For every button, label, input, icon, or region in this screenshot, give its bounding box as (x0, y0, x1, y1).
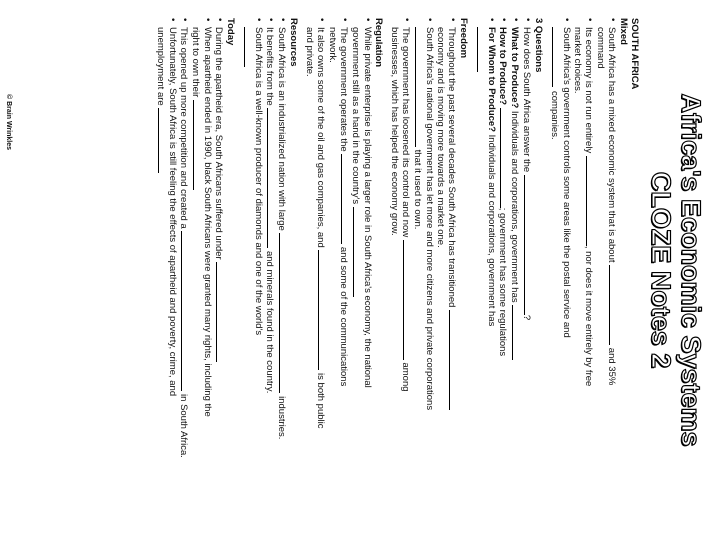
fill-blank[interactable] (449, 310, 458, 410)
note-text: network. (327, 27, 338, 63)
list-item (304, 18, 327, 522)
note-text: Individuals and corporations, government has (486, 134, 497, 327)
fill-blank[interactable] (477, 27, 486, 72)
note-text: among (400, 362, 411, 392)
list-item (155, 18, 178, 522)
copyright-notice: © Brain Wrinkles (5, 94, 12, 150)
note-text: While private enterprise is playing a larger role in South Africa's economy, the national (362, 27, 373, 388)
note-text: unemployment are (155, 27, 166, 106)
note-text: in South Africa. (178, 394, 189, 458)
note-text: South Africa is a well-known producer of diamonds and one of the world's (253, 27, 264, 336)
freedom-list (389, 18, 458, 522)
fill-blank[interactable] (267, 108, 276, 248)
note-text: The government operates the (338, 27, 349, 152)
fill-blank[interactable] (279, 233, 288, 393)
list-item (435, 18, 458, 522)
note-text: companies. (549, 91, 560, 140)
question-label: How to Produce? (497, 27, 508, 106)
list-item (276, 18, 288, 522)
regulation-list (304, 18, 373, 522)
list-item (497, 18, 509, 522)
fill-blank[interactable] (193, 100, 202, 190)
list-item (327, 18, 350, 522)
note-text: command (595, 27, 606, 69)
fill-blank[interactable] (216, 262, 225, 362)
resources-list (241, 18, 288, 522)
note-text: During the apartheid era, South Africans suffered under (213, 27, 224, 260)
mixed-heading: Mixed (618, 18, 629, 45)
list-item (549, 18, 572, 522)
list-item (474, 18, 497, 522)
note-text: This opened up more competition and created a (178, 27, 189, 229)
country-heading: SOUTH AFRICA (629, 18, 640, 90)
note-text: It also owns some of the oil and gas companies, and (315, 27, 326, 248)
list-item (509, 18, 521, 522)
note-text: government still as a hand in the country's (350, 27, 361, 205)
questions-list (474, 18, 533, 522)
note-text: and 35% (606, 347, 617, 386)
fill-blank[interactable] (552, 27, 561, 87)
fill-blank[interactable] (512, 305, 521, 360)
fill-blank[interactable] (415, 27, 424, 147)
list-item (412, 18, 435, 522)
note-text: businesses, which has helped the economy grow. (389, 27, 400, 236)
list-item (595, 18, 618, 522)
fill-blank[interactable] (403, 240, 412, 360)
note-text: South Africa is an industrialized nation with large (276, 27, 287, 231)
note-text: market choices. (572, 27, 583, 94)
resources-heading: Resources (288, 18, 299, 67)
note-text: is both public (315, 373, 326, 429)
fill-blank[interactable] (158, 108, 167, 173)
note-text: South Africa has a mixed economic system that is about (606, 27, 617, 263)
freedom-heading: Freedom (458, 18, 469, 59)
note-text: economy and is moving more towards a market one. (435, 27, 446, 248)
note-text: It benefits from the (264, 27, 275, 106)
fill-blank[interactable] (341, 154, 350, 244)
note-text: South Africa's government controls some areas like the postal service and (561, 27, 572, 338)
fill-blank[interactable] (500, 108, 509, 208)
note-text: How does South Africa answer the (521, 27, 532, 173)
fill-blank[interactable] (181, 231, 190, 391)
fill-blank[interactable] (524, 175, 533, 315)
note-text: Throughout the past several decades South Africa has transitioned (446, 27, 457, 308)
list-item (241, 18, 264, 522)
regulation-heading: Regulation (373, 18, 384, 68)
title-line-2: CLOZE Notes 2 (646, 171, 676, 369)
note-text: South Africa's national government has let more and more citizens and private corporations (424, 27, 435, 411)
note-text: and private. (304, 27, 315, 77)
note-text: Individuals and corporations, government has (509, 110, 520, 303)
note-text: and minerals found in the country. (264, 250, 275, 394)
note-text: and some of the communications (338, 246, 349, 387)
note-text: The government has loosened its control and now (400, 27, 411, 238)
questions-heading: 3 Questions (533, 18, 544, 73)
today-heading: Today (225, 18, 236, 46)
list-item (190, 18, 213, 522)
fill-blank[interactable] (244, 27, 253, 67)
mixed-list (549, 18, 618, 522)
list-item (389, 18, 412, 522)
today-list (155, 18, 225, 522)
question-label: What to Produce? (509, 27, 520, 109)
fill-blank[interactable] (353, 207, 362, 297)
title-line-1: Africa's Economic Systems (676, 93, 706, 447)
list-item (264, 18, 276, 522)
fill-blank[interactable] (609, 265, 618, 345)
note-text: ; government has some regulations (497, 207, 508, 357)
note-text: Unfortunately, South Africa is still feeling the effects of apartheid and poverty, crime, and (167, 27, 178, 397)
list-item (178, 18, 190, 522)
note-text: that it used to own. (412, 149, 423, 230)
note-text: When apartheid ended in 1990, black South Africans were granted many rights, including the (202, 27, 213, 417)
note-text: ? (521, 314, 532, 321)
fill-blank[interactable] (318, 250, 327, 370)
list-item (350, 18, 373, 522)
list-item (572, 18, 595, 522)
note-text: Its economy is not run entirely (583, 27, 594, 154)
fill-blank[interactable] (586, 156, 595, 246)
note-text: right to own their (190, 27, 201, 98)
list-item (213, 18, 225, 522)
note-text: industries. (276, 396, 287, 440)
question-label: For Whom to Produce? (486, 27, 497, 133)
note-text: , nor does it move entirely by free (583, 245, 594, 387)
list-item (521, 18, 533, 522)
